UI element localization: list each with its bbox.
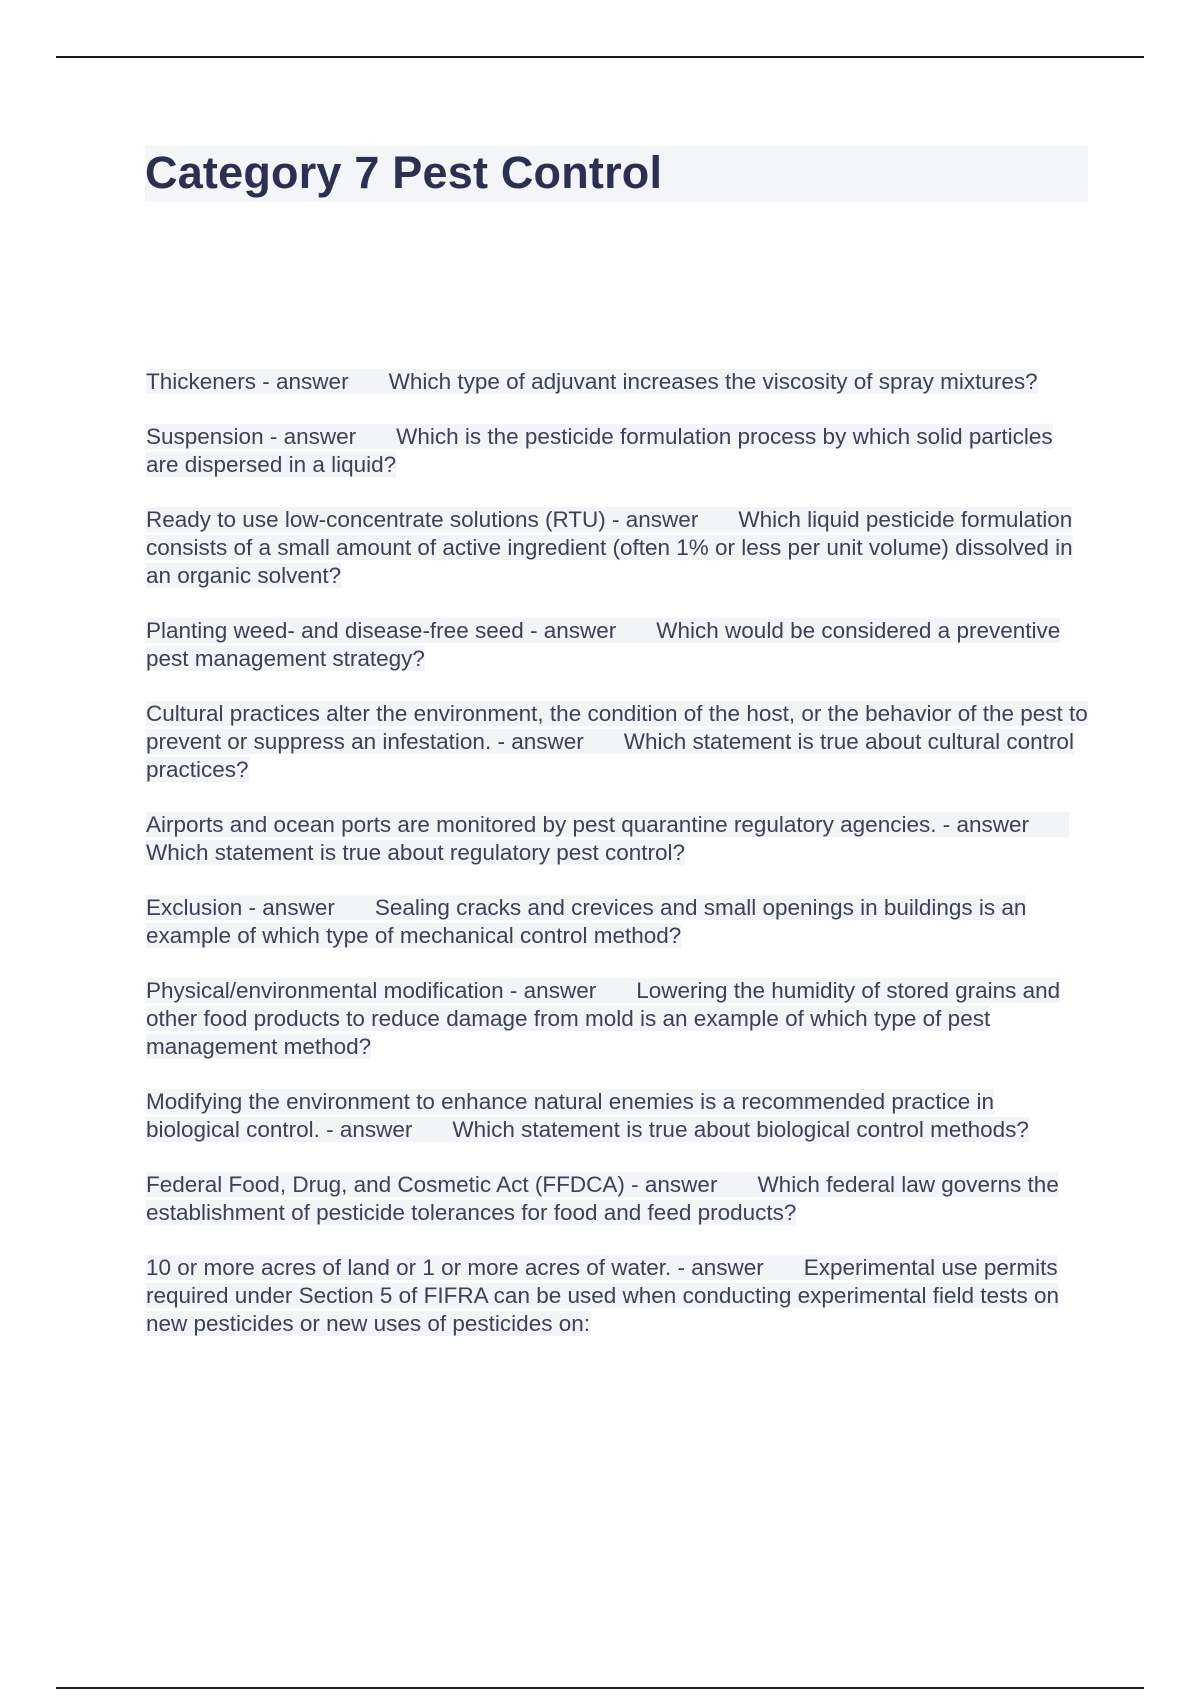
qa-item <box>146 977 1091 1061</box>
qa-item <box>146 617 1091 673</box>
qa-answer: Physical/environmental modification - answer <box>146 978 597 1003</box>
qa-item <box>146 368 1091 396</box>
qa-answer: Cultural practices alter the environment, the condition of the host, or the behavior of the pest to prevent or suppress an infestation. - answer <box>146 701 1088 754</box>
qa-question: Lowering the humidity of stored grains and other food products to reduce damage from mold is an example of which type of pest management method? <box>146 978 1061 1059</box>
qa-list <box>146 368 1091 1365</box>
qa-question: Sealing cracks and crevices and small openings in buildings is an example of which type of mechanical control method? <box>146 895 1027 948</box>
qa-question: Which is the pesticide formulation process by which solid particles are dispersed in a liquid? <box>146 424 1053 477</box>
qa-item <box>146 1171 1091 1227</box>
qa-question: Experimental use permits required under Section 5 of FIFRA can be used when conducting experimental field tests on new pesticides or new uses of pesticides on: <box>146 1255 1060 1336</box>
qa-question: Which statement is true about regulatory pest control? <box>146 840 686 865</box>
qa-answer: Thickeners - answer <box>146 369 349 394</box>
qa-answer: Modifying the environment to enhance natural enemies is a recommended practice in biological control. - answer <box>146 1089 994 1142</box>
qa-item <box>146 1254 1091 1338</box>
top-rule <box>56 56 1144 58</box>
qa-answer: 10 or more acres of land or 1 or more acres of water. - answer <box>146 1255 764 1280</box>
qa-item <box>146 700 1091 784</box>
qa-item <box>146 811 1091 867</box>
qa-answer: Federal Food, Drug, and Cosmetic Act (FFDCA) - answer <box>146 1172 718 1197</box>
qa-question: Which federal law governs the establishment of pesticide tolerances for food and feed products? <box>146 1172 1059 1225</box>
qa-answer: Ready to use low-concentrate solutions (RTU) - answer <box>146 507 699 532</box>
qa-answer: Airports and ocean ports are monitored by pest quarantine regulatory agencies. - answer <box>146 812 1029 837</box>
qa-answer: Exclusion - answer <box>146 895 335 920</box>
qa-item <box>146 1088 1091 1144</box>
qa-item <box>146 506 1091 590</box>
qa-question: Which statement is true about biological control methods? <box>452 1117 1029 1142</box>
qa-question: Which statement is true about cultural control practices? <box>146 729 1074 782</box>
qa-question: Which would be considered a preventive pest management strategy? <box>146 618 1061 671</box>
page-title: Category 7 Pest Control <box>145 147 663 198</box>
qa-question: Which liquid pesticide formulation consists of a small amount of active ingredient (often 1% or less per unit volume) dissolved in an organic solvent? <box>146 507 1073 588</box>
qa-item <box>146 423 1091 479</box>
qa-question: Which type of adjuvant increases the viscosity of spray mixtures? <box>388 369 1038 394</box>
qa-item <box>146 894 1091 950</box>
qa-answer: Suspension - answer <box>146 424 357 449</box>
bottom-rule <box>56 1687 1144 1689</box>
qa-answer: Planting weed- and disease-free seed - answer <box>146 618 617 643</box>
